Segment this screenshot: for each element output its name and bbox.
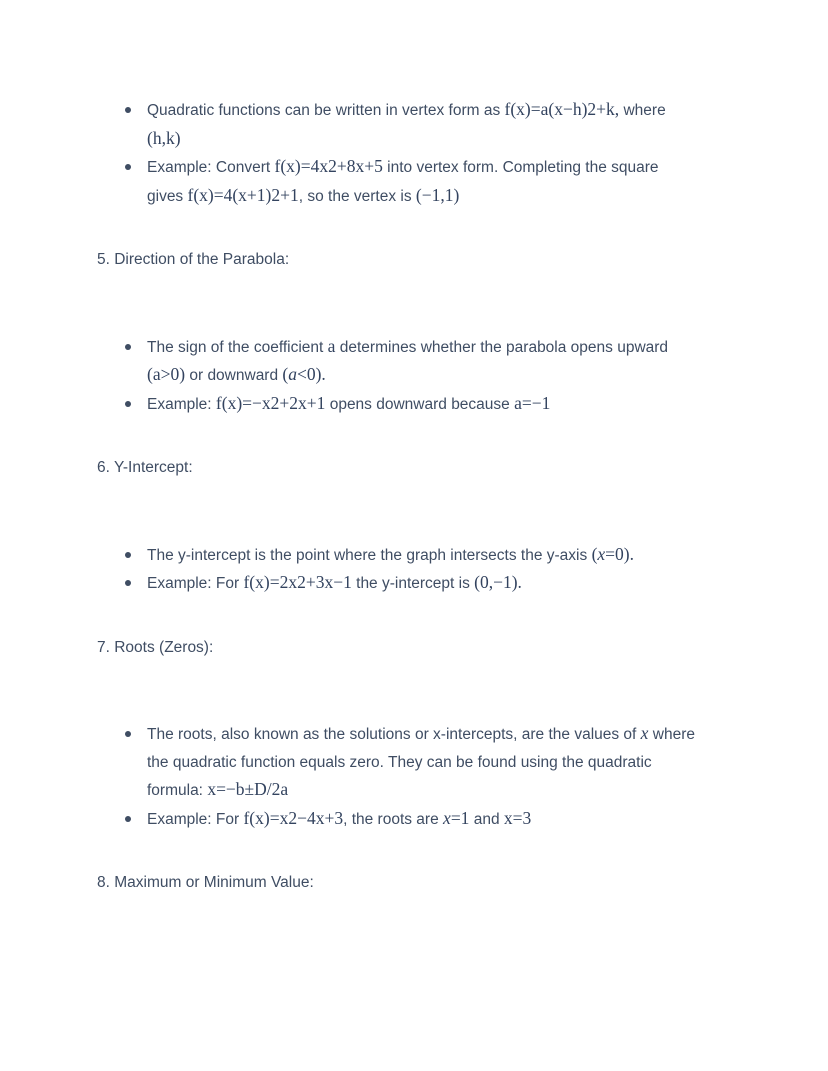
math-segment: a	[288, 364, 297, 384]
math-segment: (0,−1).	[474, 572, 522, 592]
text-line	[147, 776, 768, 805]
bullet-dot-icon	[125, 816, 131, 822]
text-segment: , the roots are	[343, 810, 444, 828]
math-segment: =1	[450, 807, 470, 828]
bullet-list-item	[97, 390, 768, 419]
text-segment: or downward	[185, 367, 283, 384]
section-heading: 8. Maximum or Minimum Value:	[97, 874, 314, 891]
math-segment: (	[282, 364, 289, 384]
text-segment: Quadratic functions can be written in vertex form as	[147, 102, 505, 119]
math-segment: x	[640, 723, 649, 743]
bullet-list-item	[97, 541, 768, 570]
bullet-list-item	[97, 805, 768, 834]
text-segment: , so the vertex is	[298, 187, 416, 205]
bullet-dot-icon	[125, 580, 131, 586]
bullet-dot-icon	[125, 552, 131, 558]
math-segment: <0).	[296, 364, 326, 384]
math-segment: x=−b±D/2a	[207, 779, 289, 799]
bullet-dot-icon	[125, 107, 131, 113]
math-segment: f(x)=x2−4x+3	[243, 807, 344, 828]
math-segment: (−1,1)	[415, 184, 460, 205]
text-segment: opens downward because	[325, 395, 515, 413]
text-segment: into vertex form. Completing the square	[382, 159, 659, 176]
math-segment: x	[443, 807, 451, 828]
math-segment: f(x)=a(x−h)2+k,	[504, 99, 620, 119]
math-segment: f(x)=4x2+8x+5	[274, 156, 383, 176]
text-line	[147, 749, 768, 777]
section-heading: 7. Roots (Zeros):	[97, 638, 214, 656]
text-segment: Example:	[147, 395, 216, 413]
math-segment: x	[597, 543, 606, 564]
math-segment: (a>0)	[147, 364, 186, 384]
text-segment: Example: For	[147, 575, 244, 592]
text-line	[147, 96, 768, 125]
text-segment: Example: Convert	[147, 159, 275, 176]
math-segment: a=−1	[514, 392, 551, 413]
text-segment: The roots, also known as the solutions or x-intercepts, are the values of	[147, 726, 641, 743]
section-heading: 6. Y-Intercept:	[97, 459, 193, 476]
bullet-list-item	[97, 720, 768, 805]
text-segment: The y-intercept is the point where the graph intersects the y-axis	[147, 546, 592, 564]
text-line	[147, 805, 768, 834]
text-segment: formula:	[147, 782, 208, 799]
text-line	[147, 125, 768, 154]
text-line	[147, 390, 768, 419]
math-segment: =0).	[605, 543, 634, 564]
section-heading: 5. Direction of the Parabola:	[97, 251, 290, 268]
text-line	[147, 361, 768, 390]
text-line	[147, 720, 768, 749]
text-line	[147, 153, 768, 182]
bullet-dot-icon	[125, 344, 131, 350]
text-line	[147, 333, 768, 362]
bullet-list-item	[97, 333, 768, 390]
text-segment: The sign of the coefficient	[147, 338, 328, 356]
math-segment: f(x)=4(x+1)2+1	[187, 184, 299, 205]
text-line	[147, 541, 768, 570]
math-segment: f(x)=−x2+2x+1	[215, 392, 326, 413]
bullet-list-item	[97, 96, 768, 153]
text-segment: the y-intercept is	[351, 575, 475, 592]
math-segment: (	[591, 543, 598, 564]
bullet-dot-icon	[125, 731, 131, 737]
math-segment: x=3	[503, 807, 532, 828]
text-segment: the quadratic function equals zero. They can be found using the quadratic	[147, 753, 652, 771]
math-segment: a	[327, 335, 336, 356]
text-line	[147, 182, 768, 211]
text-segment: determines whether the parabola opens upward	[335, 338, 669, 356]
bullet-list-item	[97, 153, 768, 210]
text-segment: Example: For	[147, 810, 244, 828]
text-segment: where	[619, 102, 666, 119]
math-segment: f(x)=2x2+3x−1	[243, 572, 352, 592]
text-line	[147, 569, 768, 598]
bullet-dot-icon	[125, 401, 131, 407]
text-segment: and	[469, 810, 504, 828]
bullet-list-item	[97, 569, 768, 598]
text-segment: where	[648, 726, 695, 743]
math-segment: (h,k)	[147, 127, 181, 148]
bullet-dot-icon	[125, 164, 131, 170]
text-segment: gives	[147, 187, 188, 205]
